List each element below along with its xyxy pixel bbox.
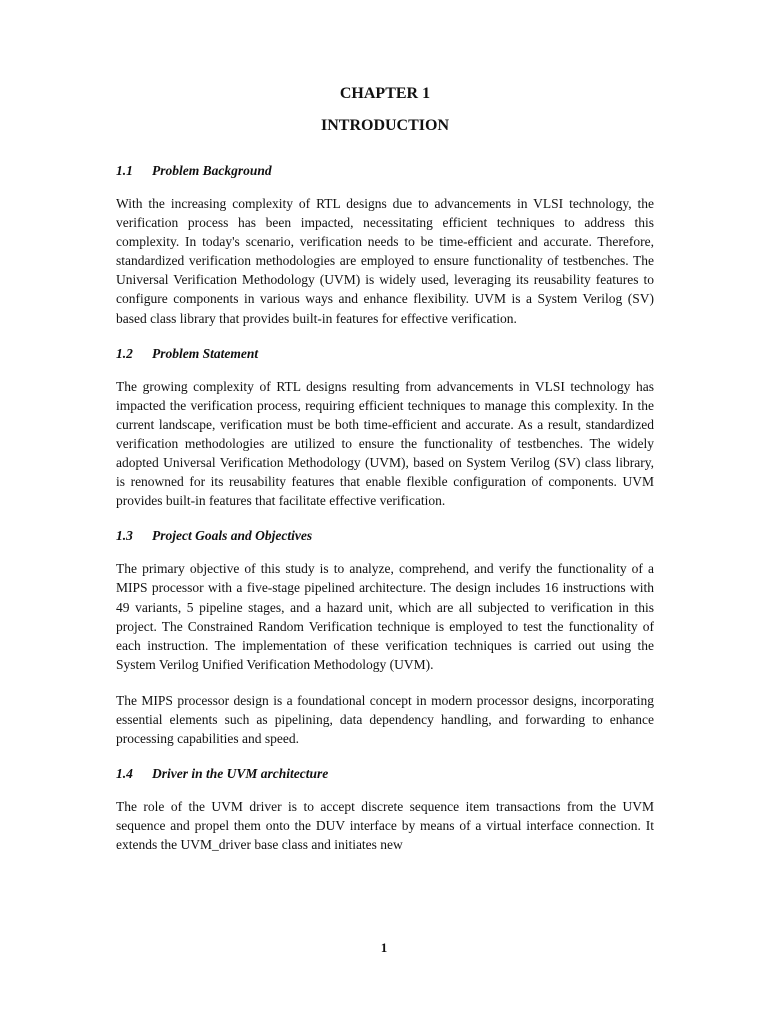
page-number: 1	[380, 940, 388, 955]
paragraph: The growing complexity of RTL designs resulting from advancements in VLSI technology has impacted the verification process, requiring efficient techniques to manage this complexity. In the current landscape, verification must be both time-efficient and accurate. As a result, standardized verification methodologies are utilized to ensure the functionality of testbenches. The widely adopted Universal Verification Methodology (UVM), based on System Verilog (SV) class library, is renowned for its reusability features that enable flexible configuration of components. UVM provides built-in features that facilitate effective verification.	[116, 378, 654, 509]
section-heading-1-1	[116, 162, 654, 180]
chapter-title: INTRODUCTION	[320, 117, 449, 134]
paragraph: The role of the UVM driver is to accept discrete sequence item transactions from the UVM sequence and propel them onto the DUV interface by means of a virtual interface connection. It extends the UVM_driver base class and initiates new	[116, 799, 654, 853]
paragraph: With the increasing complexity of RTL designs due to advancements in VLSI technology, the verification process has been impacted, necessitating efficient techniques to address this complexity. In today's scenario, verification needs to be time-efficient and accurate. Therefore, standardized verification methodologies are employed to ensure functionality of testbenches. The Universal Verification Methodology (UVM) is widely used, leveraging its reusability features to configure components in various ways and enhance flexibility. UVM is a System Verilog (SV) based class library that provides built-in features for effective verification.	[116, 196, 654, 326]
section-number: 1.1	[116, 163, 133, 178]
section-number: 1.3	[116, 528, 133, 544]
section-title: Driver in the UVM architecture	[152, 766, 329, 782]
section-title: Problem Background	[152, 163, 272, 178]
section-number: 1.2	[116, 345, 133, 361]
section-number: 1.4	[116, 766, 133, 782]
chapter-number: CHAPTER 1	[339, 85, 431, 102]
section-heading-1-4	[116, 765, 654, 783]
paragraph: The MIPS processor design is a foundational concept in modern processor designs, incorporating essential elements such as pipelining, data dependency handling, and forwarding to enhance processing capabilities and speed.	[116, 692, 654, 747]
section-title: Problem Statement	[152, 345, 259, 361]
paragraph: The primary objective of this study is to analyze, comprehend, and verify the functionality of a MIPS processor with a five-stage pipelined architecture. The design includes 16 instructions with 49 variants, 5 pipeline stages, and a hazard unit, which are all subjected to verification in this project. The Constrained Random Verification technique is employed to test the functionality of each instruction. The implementation of these verification techniques is carried out using the System Verilog Unified Verification Methodology (UVM).	[116, 561, 654, 672]
section-heading-1-2	[116, 345, 654, 363]
section-heading-1-3	[116, 527, 654, 545]
section-title: Project Goals and Objectives	[152, 528, 313, 544]
